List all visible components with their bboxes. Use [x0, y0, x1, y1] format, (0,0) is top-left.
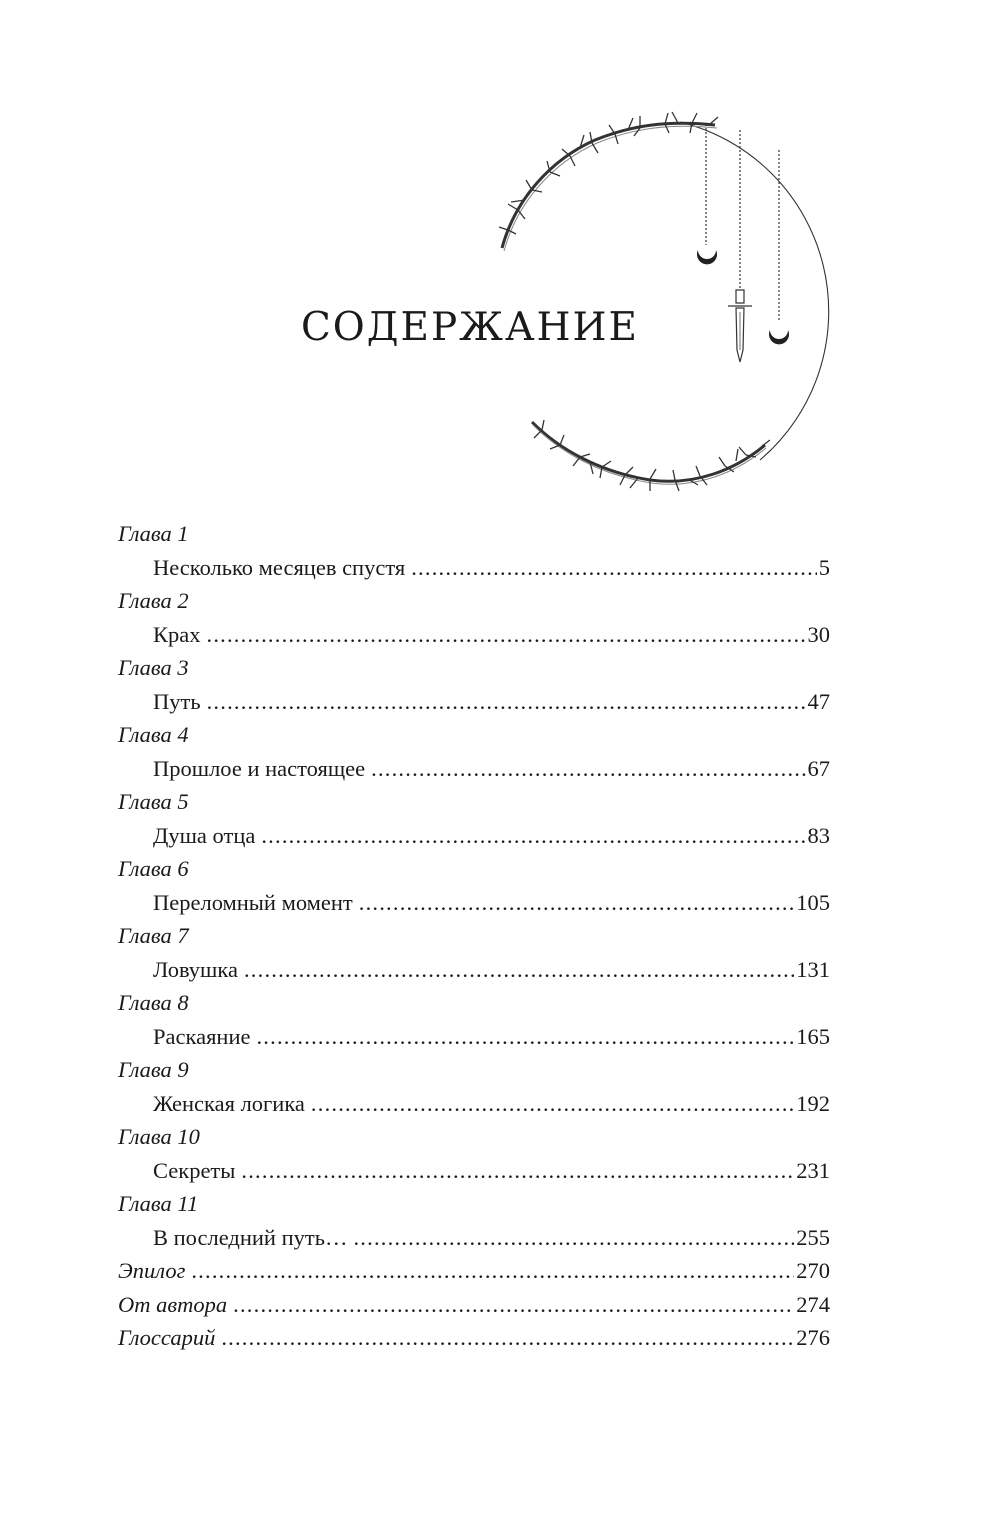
- toc-entry-page: 67: [807, 755, 830, 781]
- toc-entry-title: Эпилог: [118, 1258, 186, 1283]
- toc-entry-page: 276: [796, 1325, 830, 1350]
- dot-leader: [311, 1087, 794, 1121]
- thorn-wreath-icon: [532, 420, 770, 491]
- toc-entry-page: 192: [796, 1090, 830, 1116]
- dot-leader: [241, 1154, 794, 1188]
- toc-entry-title: Глоссарий: [118, 1325, 216, 1350]
- dot-leader: [191, 1254, 794, 1288]
- chapter-label: Глава 4: [118, 722, 189, 747]
- toc-entry-title: Переломный момент: [153, 889, 353, 915]
- dot-leader: [371, 752, 805, 786]
- dot-leader: [353, 1221, 794, 1255]
- toc-entry[interactable]: [118, 1020, 830, 1054]
- toc-entry-title: Несколько месяцев спустя: [153, 554, 406, 580]
- toc-entry-page: 30: [807, 621, 830, 647]
- chapter-label: Глава 5: [118, 789, 189, 814]
- dot-leader: [244, 953, 794, 987]
- toc-entry-title: Крах: [153, 621, 201, 647]
- chapter-label: Глава 9: [118, 1057, 189, 1082]
- thorn-wreath-icon: [499, 112, 718, 251]
- toc-entry-title: Прошлое и настоящее: [153, 755, 366, 781]
- toc-entry-page: 5: [818, 554, 830, 580]
- table-of-contents: [118, 517, 830, 1355]
- crescent-moon-icon: [697, 250, 717, 264]
- dot-leader: [221, 1321, 794, 1355]
- dot-leader: [261, 819, 805, 853]
- chapter-label: Глава 6: [118, 856, 189, 881]
- toc-entry[interactable]: [118, 819, 830, 853]
- toc-entry-title: Раскаяние: [153, 1023, 251, 1049]
- toc-entry[interactable]: [118, 752, 830, 786]
- toc-entry-page: 270: [796, 1258, 830, 1283]
- chapter-label: Глава 10: [118, 1124, 200, 1149]
- toc-entry-title: Душа отца: [153, 822, 256, 848]
- toc-entry-page: 255: [796, 1224, 830, 1250]
- chapter-label: Глава 7: [118, 923, 189, 948]
- toc-entry[interactable]: [118, 618, 830, 652]
- toc-entry-page: 83: [807, 822, 830, 848]
- toc-entry[interactable]: [118, 1087, 830, 1121]
- toc-entry-page: 165: [796, 1023, 830, 1049]
- toc-entry-page: 131: [796, 956, 830, 982]
- toc-entry-glossary[interactable]: [118, 1321, 830, 1355]
- toc-entry-epilogue[interactable]: [118, 1254, 830, 1288]
- toc-entry-from-author[interactable]: [118, 1288, 830, 1322]
- toc-entry-page: 47: [807, 688, 830, 714]
- dot-leader: [256, 1020, 794, 1054]
- chapter-label: Глава 11: [118, 1191, 199, 1216]
- crescent-moon-icon: [769, 330, 789, 344]
- toc-entry-title: В последний путь…: [153, 1224, 348, 1250]
- toc-entry-title: От автора: [118, 1291, 228, 1317]
- toc-entry[interactable]: [118, 886, 830, 920]
- dot-leader: [207, 618, 806, 652]
- toc-entry-title: Женская логика: [153, 1090, 305, 1116]
- chapter-label: Глава 2: [118, 588, 189, 613]
- chapter-label: Глава 3: [118, 655, 189, 680]
- dagger-icon: [728, 290, 752, 362]
- toc-entry[interactable]: [118, 1221, 830, 1255]
- toc-entry[interactable]: [118, 685, 830, 719]
- chapter-label: Глава 1: [118, 521, 189, 546]
- dot-leader: [207, 685, 806, 719]
- toc-entry[interactable]: [118, 953, 830, 987]
- chapter-label: Глава 8: [118, 990, 189, 1015]
- toc-entry-page: 274: [796, 1291, 830, 1317]
- toc-entry-title: Секреты: [153, 1157, 236, 1183]
- dot-leader: [359, 886, 795, 920]
- hanging-chains: [706, 124, 779, 322]
- dot-leader: [411, 551, 817, 585]
- toc-entry-title: Ловушка: [153, 956, 238, 982]
- dot-leader: [233, 1288, 794, 1322]
- toc-entry[interactable]: [118, 551, 830, 585]
- toc-entry[interactable]: [118, 1154, 830, 1188]
- page-title: СОДЕРЖАНИЕ: [300, 305, 640, 350]
- circle-arc: [680, 122, 829, 460]
- toc-entry-page: 105: [796, 889, 830, 915]
- toc-entry-page: 231: [796, 1157, 830, 1183]
- toc-entry-title: Путь: [153, 688, 201, 714]
